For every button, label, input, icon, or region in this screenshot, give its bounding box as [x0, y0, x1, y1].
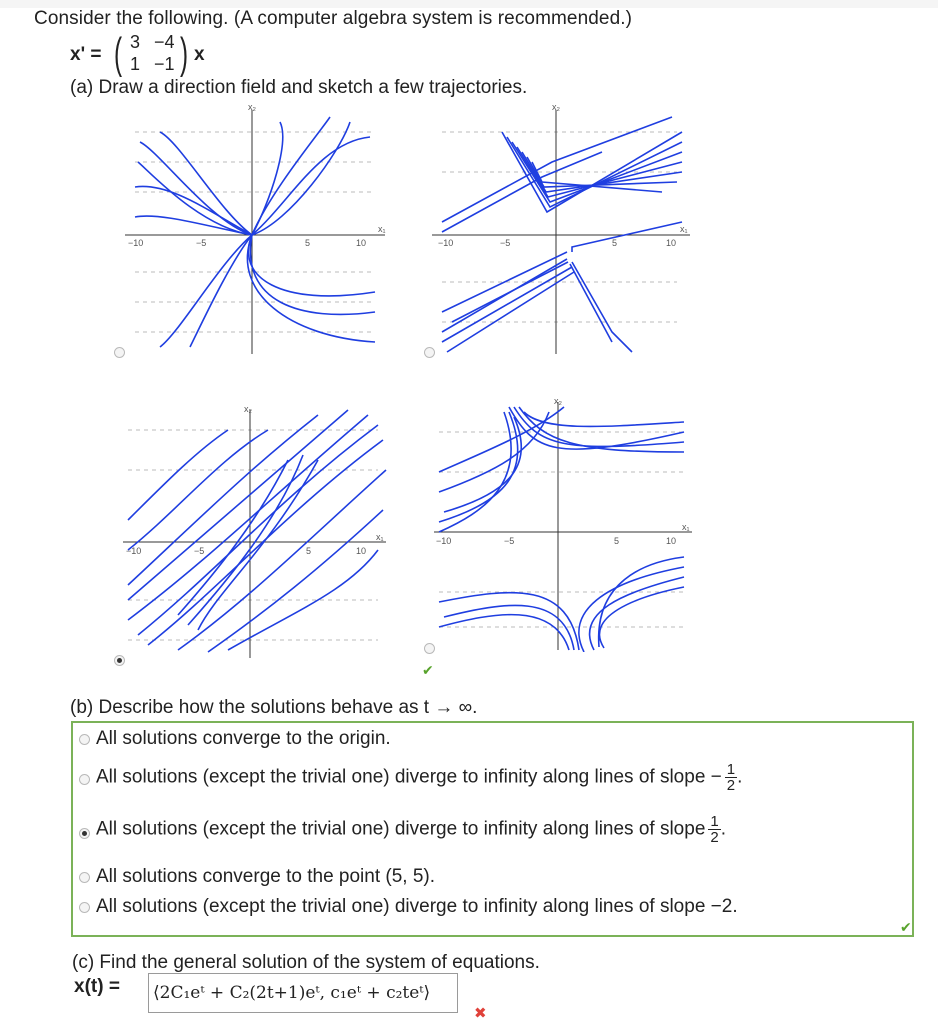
direction-field — [442, 132, 677, 322]
option-2-fraction — [725, 762, 737, 793]
trajectories — [128, 410, 386, 652]
plot-option-2[interactable] — [422, 102, 694, 358]
part-c-incorrect-cross-icon: ✖ — [474, 1005, 487, 1022]
option-2[interactable] — [96, 762, 742, 793]
part-a-correct-check-icon: ✔ — [422, 662, 434, 678]
top-strip — [0, 0, 938, 8]
plot-4-radio[interactable] — [424, 643, 435, 654]
system-equation — [70, 29, 270, 78]
plot3-x-axis-label: x₁ — [376, 532, 384, 542]
part-b-correct-check-icon: ✔ — [900, 919, 912, 935]
plot2-tick-x-3: 5 — [612, 238, 618, 248]
plot-option-4[interactable] — [424, 392, 696, 652]
plot4-tick-x-1: −10 — [436, 536, 452, 546]
plot1-tick-x-1: −10 — [128, 238, 144, 248]
plot3-tick-x-4: 10 — [356, 546, 367, 556]
matrix-left-paren-icon: ( — [114, 29, 123, 78]
answer-input[interactable]: ⟨2C₁eᵗ + C₂(2t+1)eᵗ, c₁eᵗ + c₂teᵗ⟩ — [148, 973, 458, 1013]
plot4-tick-x-3: 5 — [614, 536, 620, 546]
axes — [432, 110, 690, 354]
option-1-text[interactable]: All solutions converge to the origin. — [96, 728, 391, 749]
plot1-tick-x-3: 5 — [305, 238, 311, 248]
matrix-cell-22: −1 — [154, 54, 175, 74]
option-3-suffix: . — [720, 818, 727, 840]
option-2-frac-num: 1 — [726, 761, 736, 778]
option-5-radio[interactable] — [79, 902, 90, 913]
option-4-radio[interactable] — [79, 872, 90, 883]
plot-2-radio[interactable] — [424, 347, 435, 358]
plot1-x-axis-label: x₁ — [378, 224, 386, 234]
matrix-right-paren-icon: ) — [180, 29, 189, 78]
system-lhs: x' = — [70, 44, 102, 65]
system-rhs: x — [194, 44, 205, 65]
answer-label-text: x(t) = — [74, 976, 120, 997]
option-3-fraction — [708, 814, 720, 845]
plot-option-1[interactable] — [120, 102, 392, 358]
plot-1-radio[interactable] — [114, 347, 125, 358]
option-2-suffix: . — [737, 766, 743, 788]
problem-intro: Consider the following. (A computer algebra system is recommended.) — [34, 8, 633, 29]
plot-3-radio[interactable] — [114, 655, 125, 666]
option-1-radio[interactable] — [79, 734, 90, 745]
option-2-text: All solutions (except the trivial one) diverge to infinity along lines of slope − — [96, 766, 722, 788]
plot1-y-axis-label: x₂ — [248, 102, 256, 112]
matrix-cell-12: −4 — [154, 32, 175, 52]
option-2-frac-den: 2 — [726, 777, 736, 794]
direction-field — [439, 432, 684, 627]
trajectories — [439, 407, 684, 652]
part-a-label: (a) Draw a direction field and sketch a few trajectories. — [70, 77, 528, 98]
plot2-tick-x-1: −10 — [438, 238, 454, 248]
answer-label — [74, 976, 120, 998]
plot3-tick-x-3: 5 — [306, 546, 312, 556]
plot4-tick-x-2: −5 — [504, 536, 515, 546]
plot3-y-axis-label: x₂ — [244, 404, 252, 414]
trajectories — [135, 117, 375, 347]
plot1-tick-x-2: −5 — [196, 238, 207, 248]
option-3-frac-den: 2 — [710, 829, 719, 846]
direction-field — [128, 430, 378, 640]
plot4-y-axis-label: x₂ — [554, 396, 562, 406]
plot2-tick-x-2: −5 — [500, 238, 511, 248]
plot3-tick-x-1: −10 — [126, 546, 142, 556]
plot4-tick-x-4: 10 — [666, 536, 677, 546]
part-b-label: (b) Describe how the solutions behave as t → ∞. — [70, 697, 478, 718]
part-c-label: (c) Find the general solution of the system of equations. — [72, 952, 540, 973]
option-3[interactable] — [96, 814, 726, 845]
plot1-tick-x-4: 10 — [356, 238, 367, 248]
option-3-frac-num: 1 — [710, 813, 719, 830]
option-4-text[interactable]: All solutions converge to the point (5, 5). — [96, 866, 436, 887]
plot2-x-axis-label: x₁ — [680, 224, 688, 234]
plot4-x-axis-label: x₁ — [682, 522, 690, 532]
option-3-radio[interactable] — [79, 828, 90, 839]
plot-option-3[interactable] — [118, 400, 390, 660]
option-2-radio[interactable] — [79, 774, 90, 785]
plot2-tick-x-4: 10 — [666, 238, 677, 248]
option-3-text: All solutions (except the trivial one) diverge to infinity along lines of slope — [96, 818, 706, 840]
axes — [123, 410, 386, 658]
matrix-cell-21: 1 — [130, 54, 141, 74]
matrix-cell-11: 3 — [130, 32, 141, 52]
option-5-text[interactable]: All solutions (except the trivial one) diverge to infinity along lines of slope −2. — [96, 896, 738, 917]
plot3-tick-x-2: −5 — [194, 546, 205, 556]
plot2-y-axis-label: x₂ — [552, 102, 560, 112]
